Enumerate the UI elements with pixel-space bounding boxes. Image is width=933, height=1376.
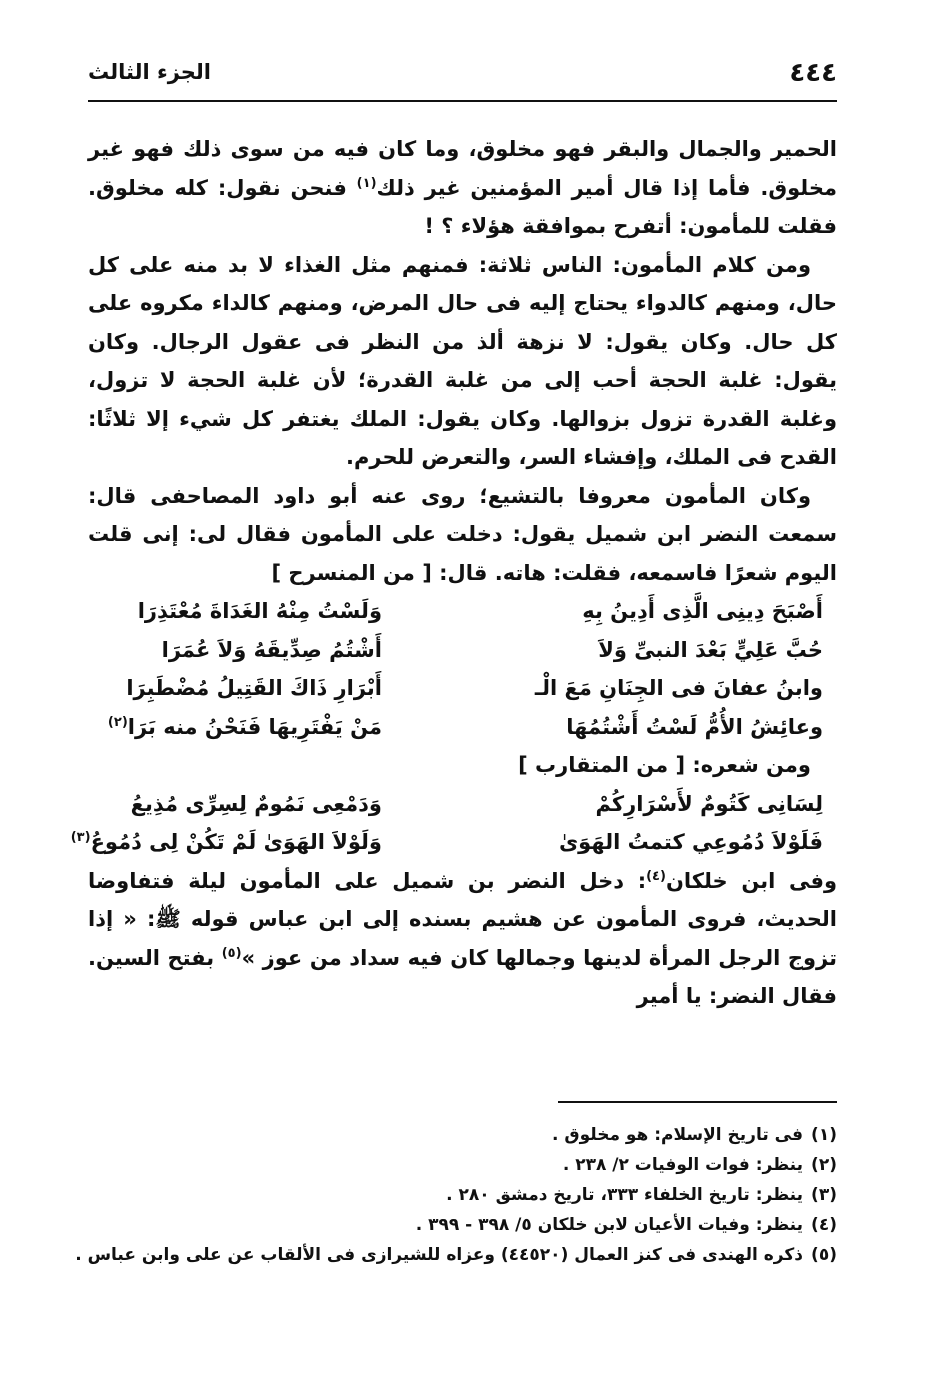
verse-hemistich: أَشْتُمُ صِدِّيقَهُ وَلاَ عُمَرَا xyxy=(161,637,382,662)
page-header xyxy=(88,58,837,92)
footnote-item xyxy=(88,1210,837,1240)
verse-hemistich: وَلَوْلاَ الهَوَىٰ لَمْ تَكُنْ لِى دُمُوعُ$^{(٣)}$ xyxy=(70,830,382,854)
verse-hemistich: أَبْرَارِ ذَاكَ القَتِيلُ مُضْطَبِرَا xyxy=(126,676,382,700)
footnote-number: (٤) xyxy=(811,1215,837,1235)
footnote-number: (١) xyxy=(811,1125,837,1145)
footnote-item xyxy=(88,1150,837,1180)
footnote-mark-5: (٥) xyxy=(221,945,242,961)
footnotes xyxy=(75,1120,837,1270)
paragraph-4: ومن شعره: [ من المتقارب ] xyxy=(518,753,811,777)
footnote-text: ذكره الهندى فى كنز العمال (٤٤٥٢٠) وعزاه للشيرازى فى الألقاب عن على وابن عباس . xyxy=(75,1245,803,1265)
verse-line xyxy=(88,592,823,631)
footnote-mark-2: (٢) xyxy=(107,714,128,730)
verse-line xyxy=(70,823,823,862)
verse-hemistich: وَدَمْعِى نَمُومٌ لِسِرِّى مُذِيعُ xyxy=(130,791,382,816)
verse-hemistich: أَصْبَحَ دِينِى الَّذِى أَدِينُ بِهِ xyxy=(582,599,823,623)
footnote-item xyxy=(75,1240,837,1270)
verse-hemistich: فَلَوْلاَ دُمُوعِي كتمتُ الهَوَىٰ xyxy=(558,830,823,854)
verse-line xyxy=(88,708,823,747)
footnote-text: ينظر: فوات الوفيات ٢/ ٢٣٨ . xyxy=(562,1155,803,1175)
footnote-mark-4: (٤) xyxy=(646,868,666,884)
footnote-item xyxy=(88,1180,837,1210)
paragraph-2: ومن كلام المأمون: الناس ثلاثة: فمنهم مثل الغذاء لا بد منه على كل حال، ومنهم كالدواء يحتاج إليه فى حال المرض، ومنهم كالداء مكروه على كل حال. وكان يقول: لا نزهة ألذ من النظر فى عقول الرجال. وكان يقول: غلبة الحجة أحب إلى من غلبة القدرة؛ لأن غلبة الحجة لا تزول، وغلبة القدرة تزول بزوالها. وكان يقول: الملك يغتفر كل شيء إلا ثلاثًا: القدح فى الملك، وإفشاء السر، والتعرض للحرم. xyxy=(88,252,837,469)
verse-hemistich: لِسَانِى كَتُومٌ لأَسْرَارِكُمْ xyxy=(595,791,823,816)
poem-munsarih xyxy=(88,592,837,746)
page-body xyxy=(70,130,837,1016)
verse-line xyxy=(88,785,823,824)
footnote-number: (٣) xyxy=(811,1185,837,1205)
verse-hemistich: وعائِشُ الأُمُّ لَسْتُ أَشْتُمُهَا xyxy=(566,714,823,739)
running-title: الجزء الثالث xyxy=(88,60,211,84)
footnote-text: فى تاريخ الإسلام: هو مخلوق . xyxy=(552,1125,803,1145)
footnote-mark-1: (١) xyxy=(356,175,377,191)
verse-line xyxy=(88,669,823,708)
paragraph-1: الحمير والجمال والبقر فهو مخلوق، وما كان فيه من سوى ذلك فهو غير مخلوق. فأما إذا قال أمير المؤمنين غير ذلك$^{(١)}$ فنحن نقول: كله مخلوق. فقلت للمأمون: أتفرح بموافقة هؤلاء ؟ ! xyxy=(88,137,837,238)
verse-hemistich: وَلَسْتُ مِنْهُ الغَدَاةَ مُعْتَذِرَا xyxy=(137,599,382,623)
footnote-number: (٥) xyxy=(811,1245,837,1265)
verse-hemistich: مَنْ يَفْتَرِيهَا فَنَحْنُ منه بَرَا$^{(٢)}$ xyxy=(107,714,382,739)
footnote-item xyxy=(88,1120,837,1150)
paragraph-5: وفى ابن خلكان$^{(٤)}$: دخل النضر بن شميل على المأمون ليلة فتفاوضا الحديث، فروى المأمون عن هشيم بسنده إلى ابن عباس قوله ﷺ: « إذا تزوج الرجل المرأة لدينها وجمالها كان فيه سداد من عوز »$^{(٥)}$ بفتح السين. فقال النضر: يا أمير xyxy=(88,868,837,1008)
footnote-number: (٢) xyxy=(811,1155,837,1175)
page-number: ٤٤٤ xyxy=(789,58,837,88)
poem-mutaqarib xyxy=(70,785,837,862)
paragraph-3: وكان المأمون معروفا بالتشيع؛ روى عنه أبو داود المصاحفى قال: سمعت النضر ابن شميل يقول: دخلت على المأمون فقال لى: إنى قلت اليوم شعرًا فاسمعه، فقلت: هاته. قال: [ من المنسرح ] xyxy=(88,483,837,585)
footnote-text: ينظر: وفيات الأعيان لابن خلكان ٥/ ٣٩٨ - ٣٩٩ . xyxy=(415,1215,803,1235)
header-divider xyxy=(88,100,837,102)
verse-hemistich: حُبَّ عَلِيٍّ بَعْدَ النبىِّ وَلاَ xyxy=(598,637,823,662)
verse-line xyxy=(88,631,823,670)
footnote-divider xyxy=(558,1101,837,1103)
verse-hemistich: وابنُ عفانَ فى الجِنَانِ مَعَ الْـ xyxy=(534,676,823,700)
footnote-text: ينظر: تاريخ الخلفاء ٣٣٣، تاريخ دمشق ٢٨٠ . xyxy=(446,1185,803,1205)
footnote-mark-3: (٣) xyxy=(70,830,91,845)
